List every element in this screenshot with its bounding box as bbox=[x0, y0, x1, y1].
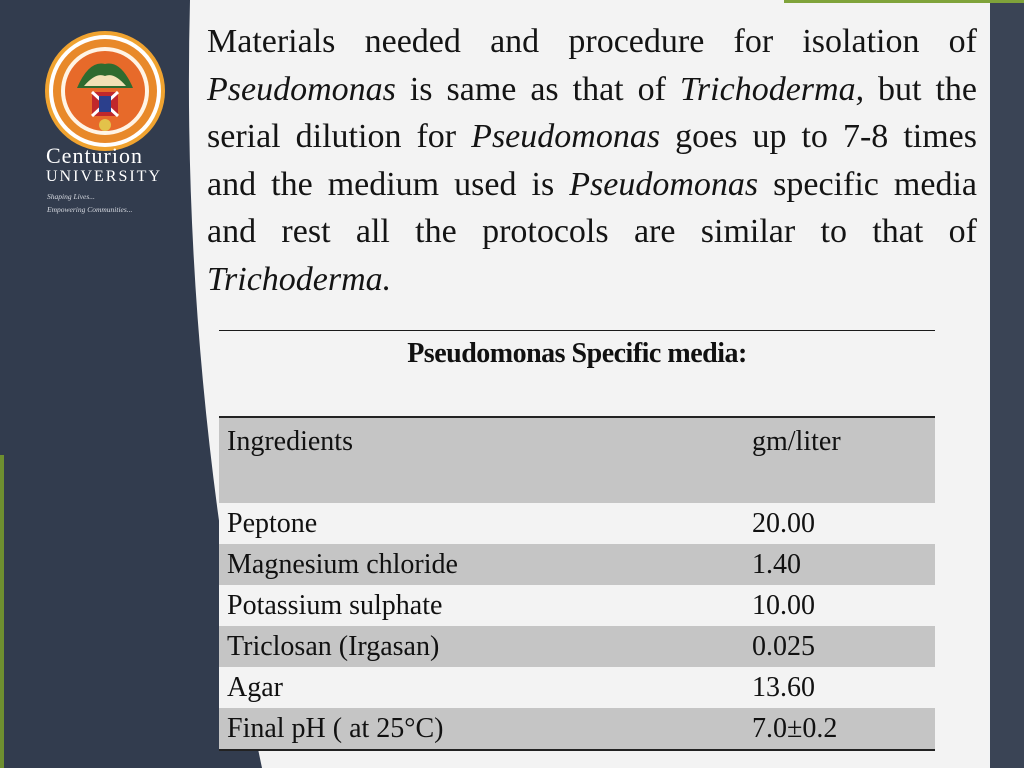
university-seal-icon bbox=[44, 30, 166, 152]
brand-name: Centurion bbox=[46, 143, 143, 168]
table-row bbox=[219, 626, 935, 667]
para-italic: Pseudomonas bbox=[207, 70, 396, 108]
para-italic: Trichoderma, bbox=[679, 70, 865, 108]
amount-cell: 0.025 bbox=[752, 631, 815, 662]
header-ingredients: Ingredients bbox=[227, 426, 353, 457]
para-text: goes up to 7-8 times and the medium used is bbox=[207, 118, 977, 203]
amount-cell: 20.00 bbox=[752, 508, 815, 539]
table-header-row bbox=[219, 418, 935, 503]
ingredient-cell: Final pH ( at 25°C) bbox=[227, 713, 444, 744]
table-row bbox=[219, 667, 935, 708]
ingredient-cell: Potassium sulphate bbox=[227, 590, 443, 621]
para-text: Materials needed and procedure for isolation of bbox=[207, 23, 977, 60]
amount-cell: 1.40 bbox=[752, 549, 801, 580]
left-accent-bar bbox=[0, 455, 4, 768]
para-italic: Trichoderma. bbox=[207, 260, 392, 298]
para-italic: Pseudomonas bbox=[569, 165, 759, 203]
heading-rule bbox=[219, 330, 935, 331]
ingredient-cell: Peptone bbox=[227, 508, 318, 539]
para-text: but the serial dilution for bbox=[207, 70, 978, 155]
brand-tagline-2: Empowering Communities... bbox=[47, 205, 133, 214]
top-accent-bar bbox=[784, 0, 1024, 3]
amount-cell: 13.60 bbox=[752, 672, 815, 703]
ingredient-cell: Triclosan (Irgasan) bbox=[227, 631, 440, 662]
amount-cell: 10.00 bbox=[752, 590, 815, 621]
para-text: specific media and rest all the protocols are similar to that of bbox=[207, 165, 978, 250]
table-row bbox=[219, 708, 935, 749]
table-row bbox=[219, 544, 935, 585]
ingredient-cell: Agar bbox=[227, 672, 283, 703]
right-strip bbox=[990, 0, 1024, 768]
table-row bbox=[219, 503, 935, 544]
amount-cell: 7.0±0.2 bbox=[752, 713, 838, 744]
brand-subtitle: UNIVERSITY bbox=[46, 168, 162, 185]
ingredient-cell: Magnesium chloride bbox=[227, 549, 458, 580]
table-row bbox=[219, 585, 935, 626]
header-amount: gm/liter bbox=[752, 426, 841, 457]
media-table bbox=[219, 416, 935, 751]
brand-tagline-1: Shaping Lives... bbox=[47, 192, 95, 201]
intro-paragraph bbox=[207, 18, 977, 303]
para-italic: Pseudomonas bbox=[471, 118, 661, 155]
para-text: is same as that of bbox=[395, 70, 680, 108]
media-heading: Pseudomonas Specific media: bbox=[407, 338, 747, 369]
